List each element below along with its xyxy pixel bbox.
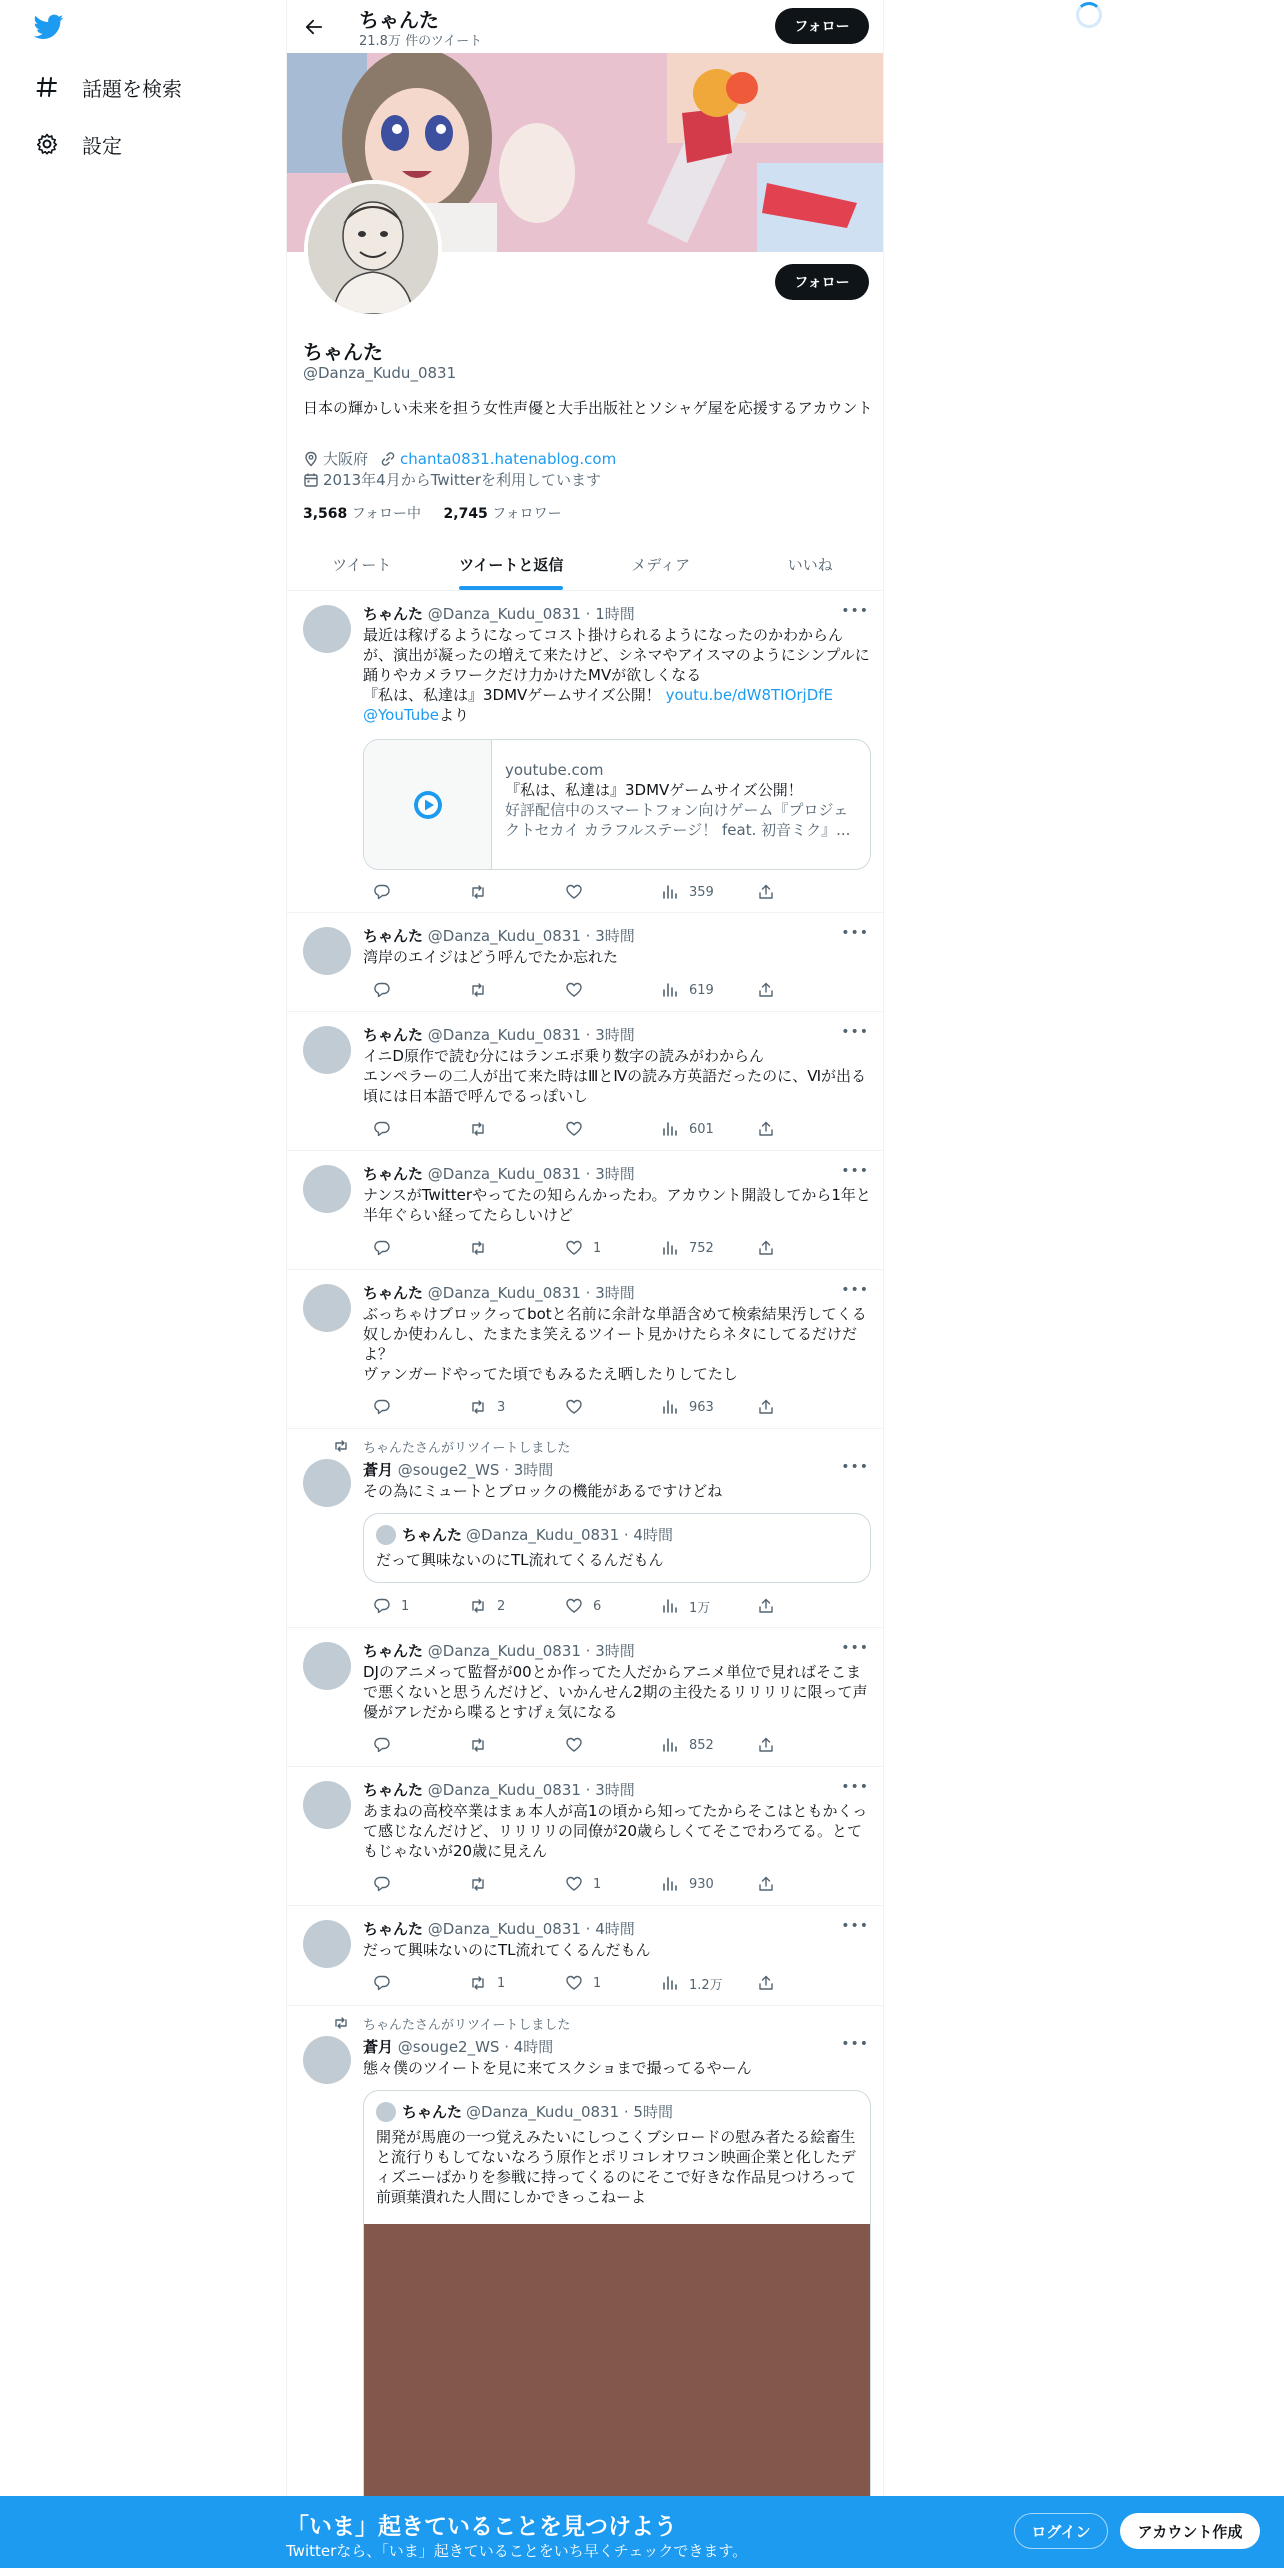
sidebar-item-label: 話題を検索 [82, 76, 182, 101]
tweet-author-name[interactable]: ちゃんた [363, 1165, 424, 1183]
tweet-author-name[interactable]: ちゃんた [363, 1781, 424, 1799]
tweet-actions [363, 1596, 793, 1616]
like-icon [565, 1239, 583, 1257]
signup-button[interactable]: アカウント作成 [1120, 2513, 1260, 2549]
like-icon [565, 883, 583, 901]
sidebar-item-settings[interactable] [34, 126, 122, 162]
tweet-header [363, 2036, 553, 2057]
tweet-meta: @souge2_WS · 4時間 [397, 2038, 554, 2056]
tweet-header [363, 603, 635, 624]
tweet-meta: @Danza_Kudu_0831 · 3時間 [427, 1165, 635, 1183]
tweet-actions [363, 1397, 793, 1417]
following-label: フォロー中 [351, 506, 422, 522]
profile-tabs [287, 538, 884, 591]
reply-button[interactable] [363, 882, 401, 902]
retweet-count: 2 [497, 1598, 506, 1614]
more-options-icon[interactable]: ••• [841, 603, 869, 619]
share-icon [757, 1736, 775, 1754]
tweet-text: だって興味ないのにTL流れてくるんだもん [363, 1941, 651, 1959]
retweet-icon [469, 883, 487, 901]
avatar [376, 1525, 396, 1545]
tweet-text: 態々僕のツイートを見に来てスクショまで撮ってるやーん [363, 2059, 752, 2077]
retweet-icon [469, 1239, 487, 1257]
tweet-actions [363, 1973, 793, 1993]
retweet-icon [469, 1398, 487, 1416]
reply-button[interactable] [363, 1735, 401, 1755]
views-button[interactable] [651, 882, 714, 902]
like-icon [565, 1974, 583, 1992]
tweet-author-name[interactable]: ちゃんた [363, 927, 424, 945]
analytics-icon [661, 1974, 679, 1992]
views-button[interactable] [651, 1973, 723, 1993]
share-button[interactable] [747, 1973, 775, 1993]
header-follow-button[interactable]: フォロー [775, 8, 869, 44]
retweet-button[interactable] [459, 1735, 497, 1755]
signup-prompt-bar [0, 2496, 1284, 2568]
tweet-header [363, 1779, 635, 1800]
like-count: 1 [593, 1876, 602, 1892]
retweet-icon [333, 1438, 349, 1454]
tweet[interactable] [287, 1270, 884, 1429]
tweet-header [363, 1918, 635, 1939]
retweet-icon [469, 1597, 487, 1615]
analytics-icon [661, 1398, 679, 1416]
avatar[interactable] [303, 927, 351, 975]
follow-button[interactable]: フォロー [775, 264, 869, 300]
profile-stats [303, 503, 562, 523]
play-icon [412, 789, 444, 821]
header-tweet-count: 21.8万 件のツイート [359, 34, 483, 49]
tweet[interactable] [287, 1429, 884, 1628]
tweet-header [363, 1024, 635, 1045]
calendar-icon [303, 472, 319, 488]
hashtag-icon [34, 74, 60, 100]
tweet-text: あまねの高校卒業はまぁ本人が高1の頃から知ってたからそこはともかくって感じなんだけど、リリリリの同僚が20歳らしくてそこでわろてる。とてもじゃないが20歳に見えん [363, 1802, 868, 1860]
like-icon [565, 1597, 583, 1615]
tweet[interactable] [287, 1906, 884, 2006]
card-title: 『私は、私達は』3DMVゲームサイズ公開！ [505, 781, 803, 799]
following-link[interactable] [303, 506, 421, 522]
views-count: 963 [689, 1399, 714, 1415]
profile-joined-row [303, 469, 601, 490]
retweet-button[interactable] [459, 980, 497, 1000]
reply-icon [373, 1974, 391, 1992]
profile-website-link[interactable]: chanta0831.hatenablog.com [400, 449, 617, 468]
card-description: 好評配信中のスマートフォン向けゲーム『プロジェクトセカイ カラフルステージ！ feat. 初音ミク』... [505, 801, 851, 839]
views-count: 601 [689, 1121, 714, 1137]
tweet-actions [363, 882, 793, 902]
signup-prompt-subtitle: Twitterなら、「いま」起きていることをいち早くチェックできます。 [286, 2542, 748, 2560]
reply-icon [373, 1736, 391, 1754]
quoted-tweet-header [376, 1524, 673, 1545]
retweet-button[interactable] [459, 1874, 497, 1894]
tweet-header [363, 925, 635, 946]
tweet-actions [363, 980, 793, 1000]
share-button[interactable] [747, 1596, 775, 1616]
card-body [505, 760, 861, 840]
tweet-suffix: より [439, 706, 470, 724]
like-icon [565, 981, 583, 999]
tweet-author-name[interactable]: ちゃんた [363, 1284, 424, 1302]
more-options-icon[interactable]: ••• [841, 1640, 869, 1656]
profile-location: 大阪府 [323, 450, 369, 468]
quoted-tweet-header [376, 2101, 673, 2122]
tweet-text: その為にミュートとブロックの機能があるですけどね [363, 1482, 723, 1500]
share-icon [757, 981, 775, 999]
retweet-button[interactable] [459, 1238, 497, 1258]
share-button[interactable] [747, 1397, 775, 1417]
avatar[interactable] [303, 1026, 351, 1074]
tweet-actions [363, 1238, 793, 1258]
tweet-author-name[interactable]: 蒼月 [363, 1461, 394, 1479]
reply-count: 1 [401, 1598, 410, 1614]
profile-name: ちゃんた [303, 340, 383, 364]
reply-button[interactable] [363, 1119, 401, 1139]
tweet[interactable] [287, 591, 884, 913]
like-button[interactable] [555, 1973, 601, 1993]
share-button[interactable] [747, 980, 775, 1000]
tweet-actions [363, 1874, 793, 1894]
tweet[interactable] [287, 1628, 884, 1767]
share-icon [757, 1597, 775, 1615]
retweet-icon [469, 981, 487, 999]
analytics-icon [661, 883, 679, 901]
gear-icon [34, 131, 60, 157]
quoted-tweet-text: だって興味ないのにTL流れてくるんだもん [376, 1551, 664, 1569]
tweet-actions [363, 1735, 793, 1755]
sidebar-item-explore[interactable] [34, 69, 182, 105]
more-options-icon[interactable]: ••• [841, 2036, 869, 2052]
like-button[interactable] [555, 1596, 601, 1616]
reply-icon [373, 1239, 391, 1257]
tweet-text: ナンスがTwitterやってたの知らんかったわ。アカウント開設してから1年と半年ぐらい経ってたらしいけど [363, 1186, 871, 1224]
reply-button[interactable] [363, 1973, 401, 1993]
avatar[interactable] [303, 605, 351, 653]
views-count: 852 [689, 1737, 714, 1753]
share-button[interactable] [747, 1874, 775, 1894]
like-button[interactable] [555, 1874, 601, 1894]
retweet-button[interactable] [459, 882, 497, 902]
views-count: 359 [689, 884, 714, 900]
tweet[interactable] [287, 2006, 884, 2568]
like-icon [565, 1120, 583, 1138]
tweet[interactable] [287, 1012, 884, 1151]
tweet-header [363, 1640, 635, 1661]
share-button[interactable] [747, 882, 775, 902]
like-icon [565, 1398, 583, 1416]
quoted-author-name: ちゃんた [402, 2103, 463, 2121]
retweet-icon [469, 1120, 487, 1138]
share-icon [757, 1239, 775, 1257]
share-icon [757, 883, 775, 901]
quoted-tweet-meta: @Danza_Kudu_0831 · 5時間 [466, 2103, 673, 2121]
reply-icon [373, 1398, 391, 1416]
retweet-icon [333, 2015, 349, 2031]
tweet-author-name[interactable]: ちゃんた [363, 1026, 424, 1044]
link-icon [380, 451, 396, 467]
views-count: 1.2万 [689, 1977, 723, 1993]
retweet-count: 1 [497, 1975, 506, 1991]
tweet-link[interactable]: youtu.be/dW8TIOrjDfE [665, 686, 834, 704]
share-icon [757, 1398, 775, 1416]
retweet-icon [469, 1974, 487, 1992]
back-arrow-icon[interactable] [299, 12, 329, 42]
quoted-tweet[interactable] [363, 1513, 871, 1583]
tweet-author-name[interactable]: ちゃんた [363, 605, 424, 623]
tweet-header [363, 1459, 553, 1480]
header-profile-name: ちゃんた [359, 8, 439, 32]
like-button[interactable] [555, 1735, 593, 1755]
tweet-body: 最近は稼げるようになってコスト掛けられるようになったのかわからんが、演出が凝ったの増えて来たけど、シネマやアイスマのようにシンプルに踊りやカメラワークだけ力かけたMVが欲しくなる 『私は、私達は』3DMVゲームサイズ公開！ [363, 626, 870, 704]
tweet[interactable] [287, 1767, 884, 1906]
analytics-icon [661, 1736, 679, 1754]
avatar[interactable] [303, 1459, 351, 1507]
views-count: 930 [689, 1876, 714, 1892]
reply-button[interactable] [363, 980, 401, 1000]
more-options-icon[interactable]: ••• [841, 1163, 869, 1179]
views-button[interactable] [651, 980, 714, 1000]
card-thumbnail [364, 740, 492, 869]
tab-tweets-and-replies[interactable]: ツイートと返信 [437, 538, 587, 590]
tweet-text: イニD原作で読む分にはランエボ乗り数字の読みがわからん エンペラーの二人が出て来た時はⅢとⅣの読み方英語だったのに、Ⅵが出る頃には日本語で呼んでるっぽいし [363, 1047, 867, 1105]
share-icon [757, 1875, 775, 1893]
location-icon [303, 451, 319, 467]
profile-avatar[interactable] [304, 180, 442, 318]
more-options-icon[interactable]: ••• [841, 1459, 869, 1475]
followers-label: フォロワー [492, 506, 562, 522]
reply-button[interactable] [363, 1238, 401, 1258]
tweet-text [363, 625, 871, 725]
avatar[interactable] [303, 1165, 351, 1213]
profile-header-bar [287, 0, 884, 53]
reply-button[interactable] [363, 1596, 409, 1616]
twitter-logo-icon[interactable] [34, 14, 64, 40]
tweet-author-name[interactable]: 蒼月 [363, 2038, 394, 2056]
tweet-meta: @Danza_Kudu_0831 · 3時間 [427, 927, 635, 945]
share-button[interactable] [747, 1119, 775, 1139]
quoted-author-name: ちゃんた [402, 1526, 463, 1544]
like-button[interactable] [555, 882, 593, 902]
analytics-icon [661, 981, 679, 999]
avatar[interactable] [303, 1642, 351, 1690]
avatar [376, 2102, 396, 2122]
quoted-tweet-meta: @Danza_Kudu_0831 · 4時間 [466, 1526, 673, 1544]
like-button[interactable] [555, 980, 593, 1000]
tweet-header [363, 1282, 635, 1303]
reply-icon [373, 981, 391, 999]
share-icon [757, 1974, 775, 1992]
views-button[interactable] [651, 1874, 714, 1894]
retweet-button[interactable] [459, 1973, 505, 1993]
sidebar-item-label: 設定 [82, 133, 122, 158]
tab-media[interactable]: メディア [631, 555, 691, 574]
retweet-button[interactable] [459, 1397, 505, 1417]
like-button[interactable] [555, 1238, 601, 1258]
tweet-text: 湾岸のエイジはどう呼んでたか忘れた [363, 948, 619, 966]
tab-likes[interactable]: いいね [787, 555, 833, 574]
more-options-icon[interactable]: ••• [841, 1024, 869, 1040]
followers-link[interactable] [444, 506, 562, 522]
link-card[interactable] [363, 739, 871, 870]
share-button[interactable] [747, 1735, 775, 1755]
more-options-icon[interactable]: ••• [841, 1779, 869, 1795]
like-button[interactable] [555, 1119, 593, 1139]
avatar[interactable] [303, 1781, 351, 1829]
avatar[interactable] [303, 1284, 351, 1332]
profile-bio: 日本の輝かしい未来を担う女性声優と大手出版社とソシャゲ屋を応援するアカウント [303, 399, 873, 417]
views-button[interactable] [651, 1238, 714, 1258]
reply-button[interactable] [363, 1874, 401, 1894]
avatar[interactable] [303, 2036, 351, 2084]
views-button[interactable] [651, 1397, 714, 1417]
tweet-meta: @Danza_Kudu_0831 · 1時間 [427, 605, 635, 623]
analytics-icon [661, 1120, 679, 1138]
like-icon [565, 1736, 583, 1754]
share-icon [757, 1120, 775, 1138]
avatar[interactable] [303, 1920, 351, 1968]
retweet-label[interactable]: ちゃんたさんがリツイートしました [363, 1441, 571, 1456]
views-count: 619 [689, 982, 714, 998]
loading-spinner-icon [1076, 2, 1102, 28]
signup-prompt-title: 「いま」起きていることを見つけよう [286, 2514, 677, 2540]
more-options-icon[interactable]: ••• [841, 1918, 869, 1934]
analytics-icon [661, 1239, 679, 1257]
tweet-author-name[interactable]: ちゃんた [363, 1642, 424, 1660]
tweet[interactable] [287, 913, 884, 1012]
tweet-header [363, 1163, 635, 1184]
more-options-icon[interactable]: ••• [841, 1282, 869, 1298]
like-button[interactable] [555, 1397, 593, 1417]
retweet-label[interactable]: ちゃんたさんがリツイートしました [363, 2018, 571, 2033]
tweet-meta: @Danza_Kudu_0831 · 3時間 [427, 1284, 635, 1302]
tweet-text: DJのアニメって監督が00とか作ってた人だからアニメ単位で見ればそこまで悪くないと思うんだけど、いかんせん2期の主役たるリリリリに限って声優がアレだから喋るとすげぇ気になる [363, 1663, 868, 1721]
tweet-meta: @Danza_Kudu_0831 · 4時間 [427, 1920, 635, 1938]
tweet-meta: @Danza_Kudu_0831 · 3時間 [427, 1642, 635, 1660]
views-button[interactable] [651, 1735, 714, 1755]
tweet-meta: @Danza_Kudu_0831 · 3時間 [427, 1781, 635, 1799]
share-button[interactable] [747, 1238, 775, 1258]
quoted-tweet-text: 開発が馬鹿の一つ覚えみたいにしつこくブシロードの慰み者たる絵畜生と流行りもしてないなろう原作とポリコレオワコン映画企業と化したディズニーばかりを参戦に持ってくるのにそこで好きな作品見つけろって前頭葉潰れた人間にしかできっこねーよ [376, 2128, 857, 2206]
retweet-button[interactable] [459, 1119, 497, 1139]
like-count: 1 [593, 1240, 602, 1256]
views-count: 1万 [689, 1600, 711, 1616]
reply-icon [373, 883, 391, 901]
views-button[interactable] [651, 1596, 710, 1616]
views-count: 752 [689, 1240, 714, 1256]
tweet-author-name[interactable]: ちゃんた [363, 1920, 424, 1938]
reply-icon [373, 1875, 391, 1893]
like-count: 6 [593, 1598, 602, 1614]
like-icon [565, 1875, 583, 1893]
retweet-icon [469, 1736, 487, 1754]
reply-icon [373, 1120, 391, 1138]
tweet-meta: @Danza_Kudu_0831 · 3時間 [427, 1026, 635, 1044]
retweet-count: 3 [497, 1399, 506, 1415]
more-options-icon[interactable]: ••• [841, 925, 869, 941]
profile-meta-row [303, 448, 616, 469]
login-button[interactable]: ログイン [1014, 2513, 1108, 2549]
reply-button[interactable] [363, 1397, 401, 1417]
tweet-actions [363, 1119, 793, 1139]
tweet[interactable] [287, 1151, 884, 1270]
views-button[interactable] [651, 1119, 714, 1139]
analytics-icon [661, 1875, 679, 1893]
profile-joined-date: 2013年4月からTwitterを利用しています [323, 471, 601, 489]
tweet-mention[interactable]: @YouTube [363, 706, 439, 724]
followers-count: 2,745 [443, 506, 488, 522]
retweet-icon [469, 1875, 487, 1893]
profile-handle: @Danza_Kudu_0831 [303, 364, 457, 382]
main-column [286, 0, 884, 2568]
card-domain: youtube.com [505, 761, 604, 779]
tweet-text: ぶっちゃけブロックってbotと名前に余計な単語含めて検索結果汚してくる奴しか使わんし、たまたま笑えるツイート見かけたらネタにしてるだけだよ？ ヴァンガードやってた頃でもみるたえ晒したりしてたし [363, 1305, 867, 1383]
analytics-icon [661, 1597, 679, 1615]
reply-icon [373, 1597, 391, 1615]
retweet-button[interactable] [459, 1596, 505, 1616]
tweet-meta: @souge2_WS · 3時間 [397, 1461, 554, 1479]
like-count: 1 [593, 1975, 602, 1991]
following-count: 3,568 [303, 506, 348, 522]
tab-tweets[interactable]: ツイート [332, 555, 392, 574]
